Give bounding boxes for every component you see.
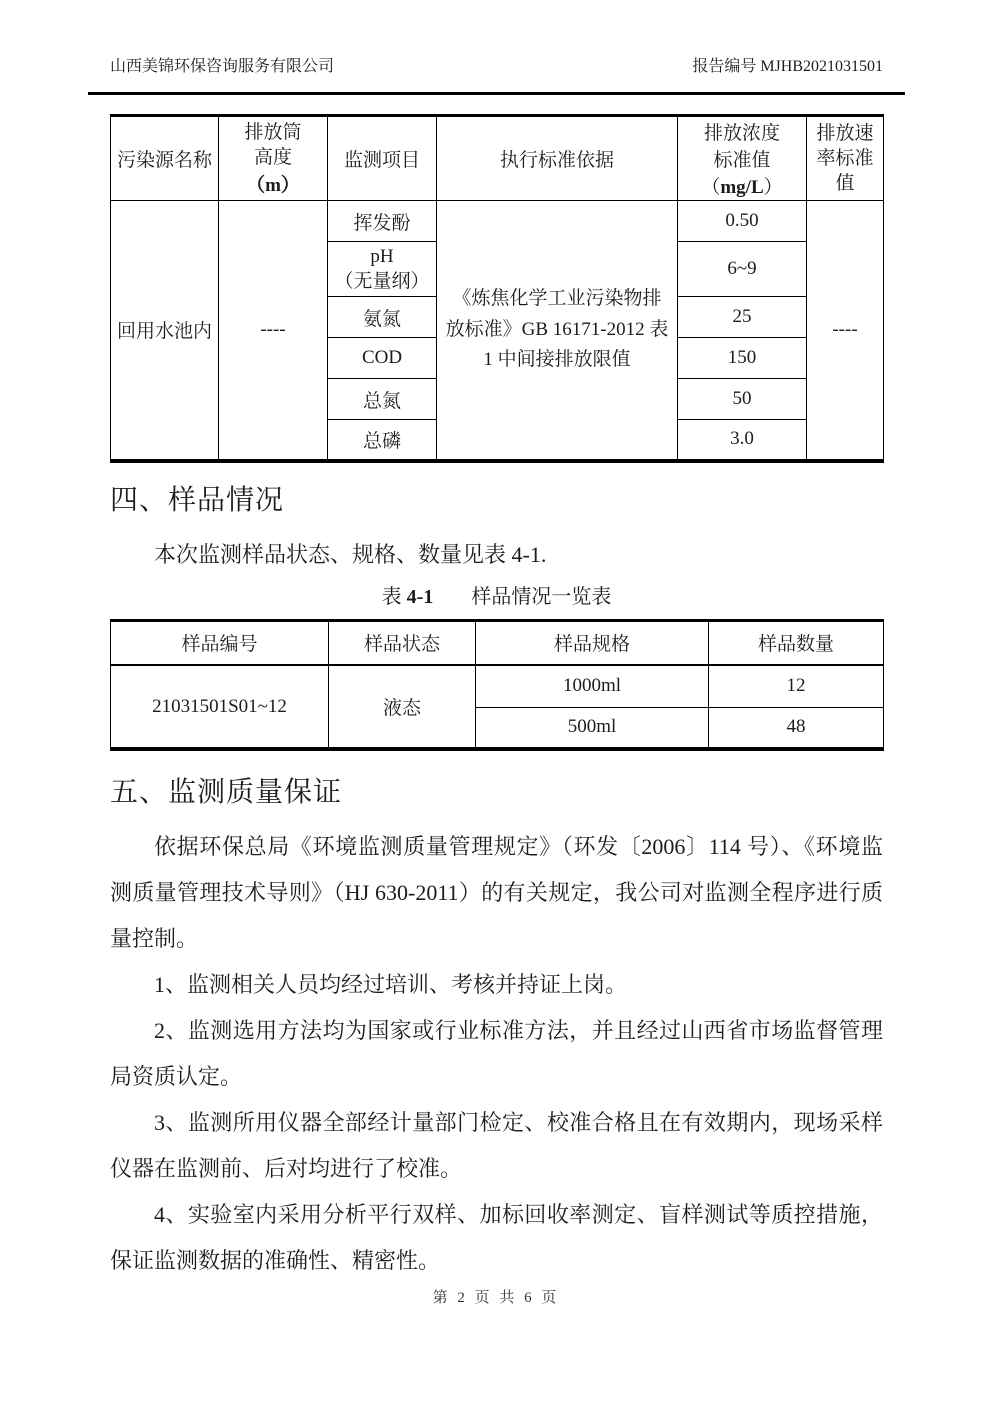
col-header-item: 监测项目 [328, 116, 437, 201]
stack-height-label: 排放筒 高度 [244, 121, 302, 168]
col-header-sample-id: 样品编号 [111, 620, 329, 665]
sample-spec-cell: 500ml [476, 707, 709, 749]
col-header-rate: 排放速 率标准 值 [807, 116, 884, 201]
standards-table [110, 114, 884, 463]
col-header-basis: 执行标准依据 [437, 116, 678, 201]
sample-state-cell: 液态 [329, 665, 476, 749]
item-cell: COD [328, 338, 437, 379]
caption-title: 样品情况一览表 [471, 585, 612, 608]
company-name: 山西美锦环保咨询服务有限公司 [110, 58, 335, 75]
caption-label: 表 [381, 585, 407, 608]
caption-number: 4-1 [406, 585, 434, 608]
col-header-sample-state: 样品状态 [329, 620, 476, 665]
report-number: 报告编号 MJHB2021031501 [692, 58, 883, 75]
table-caption [110, 583, 883, 611]
header-rule [88, 92, 905, 95]
stack-height-cell: ---- [219, 201, 328, 461]
qa-paragraph: 2、监测选用方法均为国家或行业标准方法，并且经过山西省市场监督管理局资质认定。 [110, 1018, 883, 1090]
basis-cell: 《炼焦化学工业污染物排放标准》GB 16171-2012 表 1 中间接排放限值 [437, 201, 678, 461]
concentration-suffix: ） [763, 177, 783, 198]
col-header-source: 污染源名称 [111, 116, 219, 201]
col-header-concentration [678, 116, 807, 201]
source-name-cell: 回用水池内 [111, 201, 219, 461]
col-header-sample-spec: 样品规格 [476, 620, 709, 665]
table-row [111, 665, 884, 707]
value-cell: 150 [678, 338, 807, 379]
qa-paragraph: 1、监测相关人员均经过培训、考核并持证上岗。 [154, 972, 628, 998]
qa-paragraph: 依据环保总局《环境监测质量管理规定》（环发〔2006〕114 号）、《环境监测质量管理技术导则》（HJ 630-2011）的有关规定，我公司对监测全程序进行质量控制。 [110, 834, 883, 952]
qa-paragraph: 3、监测所用仪器全部经计量部门检定、校准合格且在有效期内，现场采样仪器在监测前、后对均进行了校准。 [110, 1110, 883, 1182]
item-cell: pH （无量纲） [328, 242, 437, 297]
samples-table-header-row [111, 620, 884, 665]
sample-id-cell: 21031501S01~12 [111, 665, 329, 749]
sample-spec-cell: 1000ml [476, 665, 709, 707]
stack-height-unit: （m） [246, 175, 300, 197]
section-heading-samples: 四、样品情况 [110, 484, 285, 516]
concentration-unit: mg/L [720, 177, 764, 198]
sample-quantity-cell: 48 [709, 707, 884, 749]
rate-value-cell: ---- [807, 201, 884, 461]
item-cell: 氨氮 [328, 297, 437, 338]
value-cell: 6~9 [678, 242, 807, 297]
sample-quantity-cell: 12 [709, 665, 884, 707]
concentration-label-line2 [678, 145, 806, 199]
standards-table-header-row [111, 116, 884, 201]
section-heading-qa: 五、监测质量保证 [110, 777, 343, 809]
value-cell: 3.0 [678, 420, 807, 461]
value-cell: 25 [678, 297, 807, 338]
item-cell: 挥发酚 [328, 201, 437, 242]
page-header [110, 56, 883, 78]
value-cell: 50 [678, 379, 807, 420]
value-cell: 0.50 [678, 201, 807, 242]
item-cell: 总磷 [328, 420, 437, 461]
concentration-prefix: 标准值（ [701, 150, 771, 198]
samples-table [110, 619, 884, 752]
samples-intro-text: 本次监测样品状态、规格、数量见表 4-1. [154, 541, 547, 567]
table-row [111, 201, 884, 242]
col-header-sample-quantity: 样品数量 [709, 620, 884, 665]
col-header-stack-height [219, 116, 328, 201]
qa-paragraph: 4、实验室内采用分析平行双样、加标回收率测定、盲样测试等质控措施，保证监测数据的准确性、精密性。 [110, 1202, 883, 1274]
concentration-label-line1: 排放浓度 [703, 123, 780, 144]
item-cell: 总氮 [328, 379, 437, 420]
page-number: 第 2 页 共 6 页 [432, 1290, 560, 1306]
